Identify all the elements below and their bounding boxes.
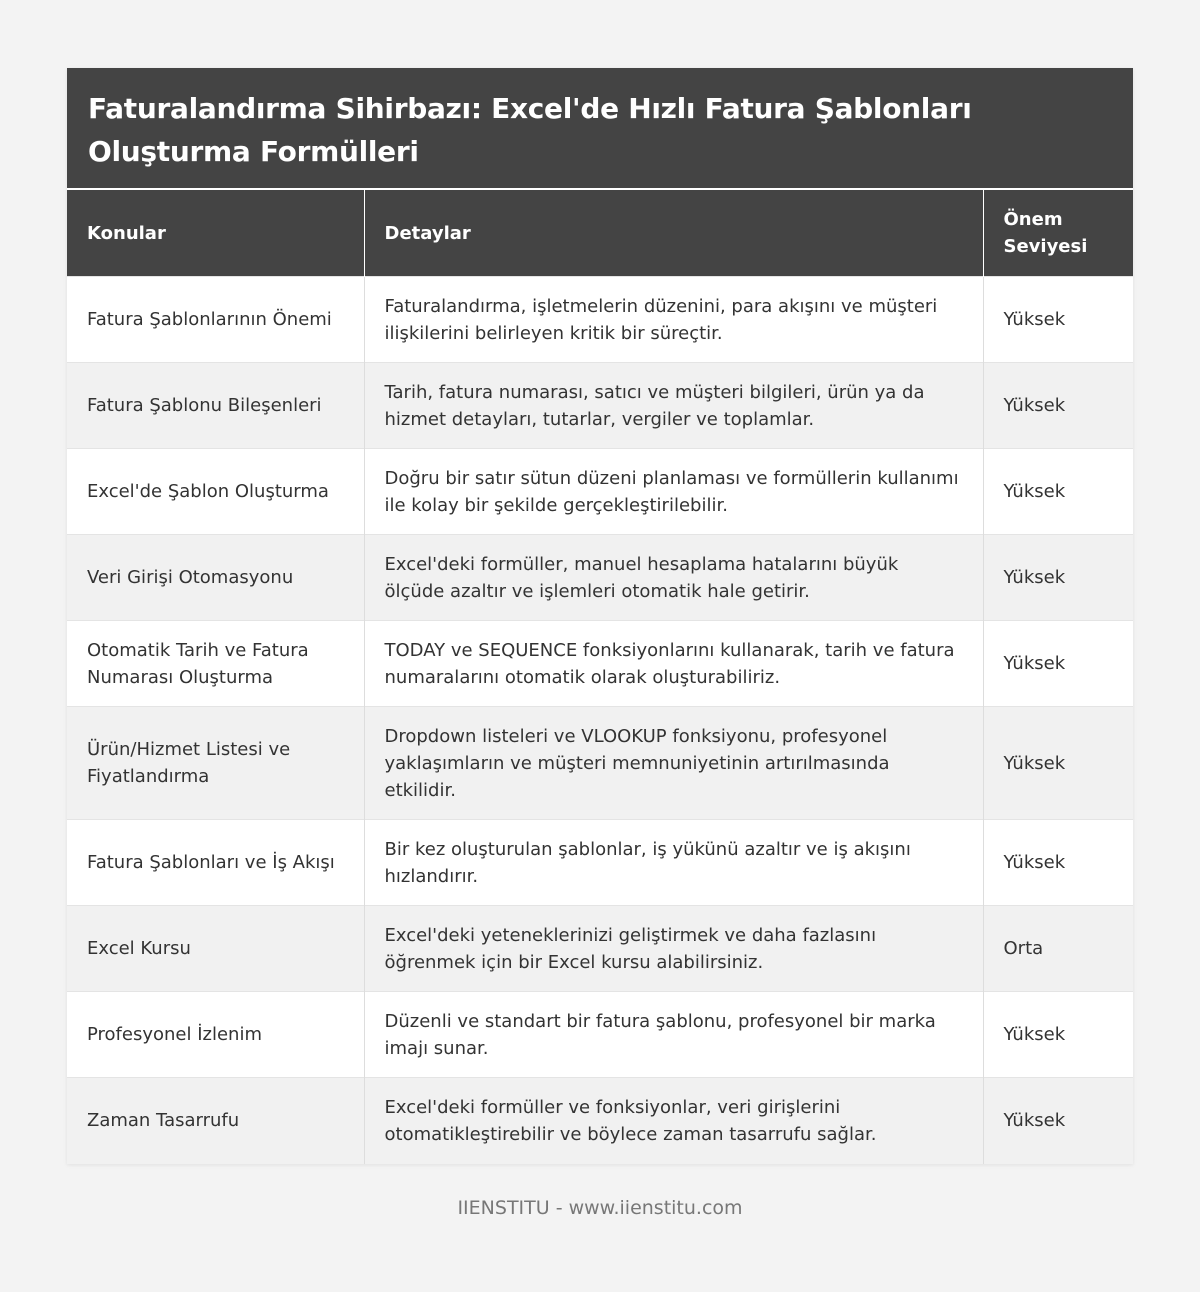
cell-importance: Orta [983,906,1133,992]
table-row [67,906,1133,992]
cell-topic: Ürün/Hizmet Listesi ve Fiyatlandırma [67,707,364,820]
cell-topic: Fatura Şablonu Bileşenleri [67,363,364,449]
cell-details: Bir kez oluşturulan şablonlar, iş yükünü azaltır ve iş akışını hızlandırır. [364,820,983,906]
cell-details: Excel'deki formüller, manuel hesaplama hatalarını büyük ölçüde azaltır ve işlemleri otomatik hale getirir. [364,535,983,621]
cell-details: Excel'deki formüller ve fonksiyonlar, veri girişlerini otomatikleştirebilir ve böylece zaman tasarrufu sağlar. [364,1078,983,1164]
cell-importance: Yüksek [983,535,1133,621]
footer-source-link[interactable]: IIENSTITU - www.iienstitu.com [457,1197,743,1219]
cell-details: Excel'deki yeteneklerinizi geliştirmek ve daha fazlasını öğrenmek için bir Excel kursu alabilirsiniz. [364,906,983,992]
cell-importance: Yüksek [983,363,1133,449]
column-header-importance: Önem Seviyesi [983,189,1133,277]
cell-topic: Fatura Şablonlarının Önemi [67,277,364,363]
cell-topic: Profesyonel İzlenim [67,992,364,1078]
cell-details: Tarih, fatura numarası, satıcı ve müşteri bilgileri, ürün ya da hizmet detayları, tutarlar, vergiler ve toplamlar. [364,363,983,449]
table-row [67,992,1133,1078]
table-row [67,621,1133,707]
cell-details: Dropdown listeleri ve VLOOKUP fonksiyonu, profesyonel yaklaşımların ve müşteri memnuniyetinin artırılmasında etkilidir. [364,707,983,820]
cell-topic: Veri Girişi Otomasyonu [67,535,364,621]
cell-importance: Yüksek [983,707,1133,820]
table-row [67,707,1133,820]
table-row [67,535,1133,621]
table-row [67,449,1133,535]
cell-importance: Yüksek [983,449,1133,535]
cell-details: Düzenli ve standart bir fatura şablonu, profesyonel bir marka imajı sunar. [364,992,983,1078]
cell-details: TODAY ve SEQUENCE fonksiyonlarını kullanarak, tarih ve fatura numaralarını otomatik olarak oluşturabiliriz. [364,621,983,707]
cell-details: Doğru bir satır sütun düzeni planlaması ve formüllerin kullanımı ile kolay bir şekilde gerçekleştirilebilir. [364,449,983,535]
table-header [67,189,1133,277]
table-row [67,820,1133,906]
cell-importance: Yüksek [983,621,1133,707]
cell-topic: Excel Kursu [67,906,364,992]
cell-importance: Yüksek [983,992,1133,1078]
cell-importance: Yüksek [983,1078,1133,1164]
cell-importance: Yüksek [983,277,1133,363]
table-row [67,363,1133,449]
table-row [67,1078,1133,1164]
cell-importance: Yüksek [983,820,1133,906]
invoice-table-card [67,68,1133,1164]
cell-topic: Zaman Tasarrufu [67,1078,364,1164]
table-body [67,277,1133,1164]
table-title: Faturalandırma Sihirbazı: Excel'de Hızlı Fatura Şablonları Oluşturma Formülleri [67,68,1133,188]
column-header-topic: Konular [67,189,364,277]
cell-details: Faturalandırma, işletmelerin düzenini, para akışını ve müşteri ilişkilerini belirleyen kritik bir süreçtir. [364,277,983,363]
cell-topic: Otomatik Tarih ve Fatura Numarası Oluşturma [67,621,364,707]
cell-topic: Fatura Şablonları ve İş Akışı [67,820,364,906]
column-header-details: Detaylar [364,189,983,277]
table-row [67,277,1133,363]
topics-table [67,188,1133,1164]
cell-topic: Excel'de Şablon Oluşturma [67,449,364,535]
